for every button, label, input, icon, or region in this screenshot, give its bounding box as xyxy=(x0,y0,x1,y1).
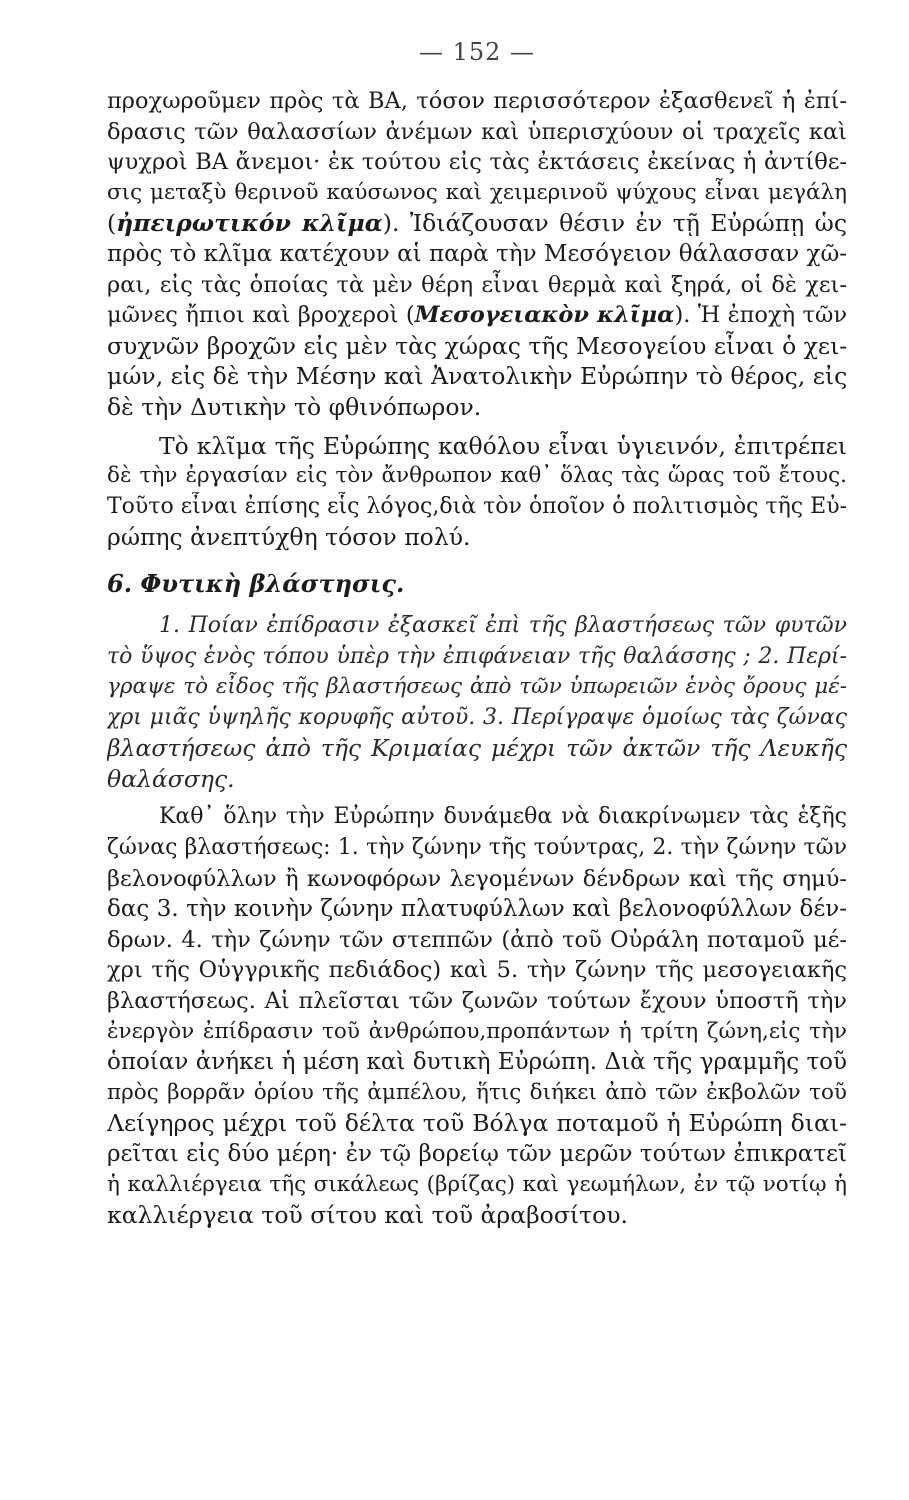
text-line: πρὸς βορρᾶν ὁρίου τῆς ἀμπέλου, ἥτις διήκει ἀπὸ τῶν ἐκβολῶν τοῦ xyxy=(107,1079,847,1105)
text-line: βλαστήσεως. Αἱ πλεῖσται τῶν ζωνῶν τούτων ἔχουν ὑποστῆ τὴν xyxy=(107,988,847,1015)
text-line: πρὸς τὸ κλῖμα κατέχουν αἱ παρὰ τὴν Μεσόγειον θάλασσαν χῶ- xyxy=(107,240,847,267)
text-line: ρώπης ἀνεπτύχθη τόσον πολύ. xyxy=(107,523,471,552)
text-line: μῶνες ἤπιοι καὶ βροχεροὶ (Μεσογειακὸν κλῖμα). Ἡ ἐποχὴ τῶν xyxy=(107,302,847,329)
text-line: γραψε τὸ εἶδος τῆς βλαστήσεως ἀπὸ τῶν ὑπωρειῶν ἑνὸς ὄρους μέ- xyxy=(107,674,847,700)
text-line: ἡ καλλιέργεια τῆς σικάλεως (βρίζας) καὶ γεωμήλων, ἐν τῷ νοτίῳ ἡ xyxy=(107,1171,847,1197)
text-line: τὸ ὕψος ἑνὸς τόπου ὑπὲρ τὴν ἐπιφάνειαν τῆς θαλάσσης ; 2. Περί- xyxy=(107,643,847,669)
paragraph-vegetation-zones xyxy=(107,802,847,1230)
section-heading: 6. Φυτικὴ βλάστησις. xyxy=(107,568,405,598)
text-line: θαλάσσης. xyxy=(107,764,235,793)
text-line: Τὸ κλῖμα τῆς Εὐρώπης καθόλου εἶναι ὑγιεινόν, ἐπιτρέπει xyxy=(159,431,847,460)
text-line: Καθ᾽ ὅλην τὴν Εὐρώπην δυνάμεθα νὰ διακρίνωμεν τὰς ἑξῆς xyxy=(159,804,847,830)
text-line: χρι μιᾶς ὑψηλῆς κορυφῆς αὐτοῦ. 3. Περίγραψε ὁμοίως τὰς ζώνας xyxy=(107,704,847,730)
text-line: βλαστήσεως ἀπὸ τῆς Κριμαίας μέχρι τῶν ἀκτῶν τῆς Λευκῆς xyxy=(107,734,847,763)
text-line: καλλιέργεια τοῦ σίτου καὶ τοῦ ἀραβοσίτου. xyxy=(107,1201,628,1230)
text-line: Λείγηρος μέχρι τοῦ δέλτα τοῦ Βόλγα ποταμοῦ ἡ Εὐρώπη διαι- xyxy=(107,1109,847,1138)
text-line: σις μεταξὺ θερινοῦ καύσωνος καὶ χειμερινοῦ ψύχους εἶναι μεγάλη xyxy=(107,179,847,205)
text-line: βελονοφύλλων ἢ κωνοφόρων λεγομένων δένδρων καὶ τῆς σημύ- xyxy=(107,865,847,892)
questions-block xyxy=(107,611,847,795)
text-line: ψυχροὶ ΒΑ ἄνεμοι· ἐκ τούτου εἰς τὰς ἐκτάσεις ἐκείνας ἡ ἀντίθε- xyxy=(107,149,847,176)
text-line: μών, εἰς δὲ τὴν Μέσην καὶ Ἀνατολικὴν Εὐρώπην τὸ θέρος, εἰς xyxy=(107,362,847,391)
emphasis-term: ἠπειρωτικόν κλῖμα xyxy=(116,209,383,238)
text-line: ζώνας βλαστήσεως: 1. τὴν ζώνην τῆς τούντρας, 2. τὴν ζώνην τῶν xyxy=(107,835,847,861)
text-line: δρων. 4. τὴν ζώνην τῶν στεππῶν (ἀπὸ τοῦ Οὐράλη ποταμοῦ μέ- xyxy=(107,926,847,953)
text-line: (ἠπειρωτικόν κλῖμα). Ἰδιάζουσαν θέσιν ἐν τῇ Εὐρώπῃ ὡς xyxy=(107,209,847,238)
text-line: δὲ τὴν ἐργασίαν εἰς τὸν ἄνθρωπον καθ᾽ ὅλας τὰς ὥρας τοῦ ἔτους. xyxy=(107,463,847,489)
paragraph-continental-climate xyxy=(107,86,847,423)
text-line: 1. Ποίαν ἐπίδρασιν ἐξασκεῖ ἐπὶ τῆς βλαστήσεως τῶν φυτῶν xyxy=(159,612,847,638)
emphasis-term: Μεσογειακὸν κλῖμα xyxy=(414,302,675,329)
paragraph-healthy-climate xyxy=(107,431,847,553)
text-line: χρι τῆς Οὑγγρικῆς πεδιάδος) καὶ 5. τὴν ζώνην τῆς μεσογειακῆς xyxy=(107,957,847,984)
text-line: δρασις τῶν θαλασσίων ἀνέμων καὶ ὑπερισχύουν οἱ τραχεῖς καὶ xyxy=(107,118,847,145)
text-line: συχνῶν βροχῶν εἰς μὲν τὰς χώρας τῆς Μεσογείου εἶναι ὁ χει- xyxy=(107,331,847,360)
text-line: δας 3. τὴν κοινὴν ζώνην πλατυφύλλων καὶ βελονοφύλλων δέν- xyxy=(107,896,847,923)
text-line: ραι, εἰς τὰς ὁποίας τὰ μὲν θέρη εἶναι θερμὰ καὶ ξηρά, οἱ δὲ χει- xyxy=(107,271,847,298)
text-line: ἐνεργὸν ἐπίδρασιν τοῦ ἀνθρώπου,προπάντων ἡ τρίτη ζώνη,εἰς τὴν xyxy=(107,1018,847,1044)
text-line: ρεῖται εἰς δύο μέρη· ἐν τῷ βορείῳ τῶν μερῶν τούτων ἐπικρατεῖ xyxy=(107,1141,847,1167)
text-line: ὁποίαν ἀνήκει ἡ μέση καὶ δυτικὴ Εὐρώπη. Διὰ τῆς γραμμῆς τοῦ xyxy=(107,1049,847,1076)
text-line: προχωροῦμεν πρὸς τὰ ΒΑ, τόσον περισσότερον ἐξασθενεῖ ἡ ἐπί- xyxy=(107,88,847,114)
text-line: Τοῦτο εἶναι ἐπίσης εἷς λόγος,διὰ τὸν ὁποῖον ὁ πολιτισμὸς τῆς Εὐ- xyxy=(107,493,847,519)
text-line: δὲ τὴν Δυτικὴν τὸ φθινόπωρον. xyxy=(107,392,482,421)
page-number: — 152 — xyxy=(418,38,536,66)
